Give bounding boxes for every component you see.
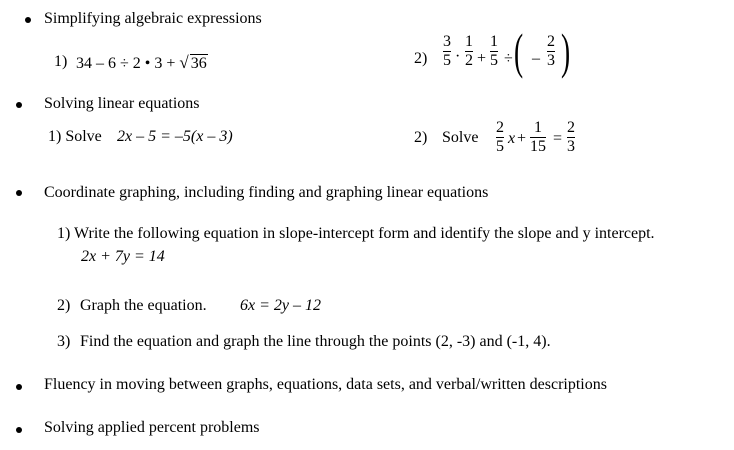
topic-percent-problems: Solving applied percent problems: [44, 419, 260, 436]
fraction-1-15: 1 15: [530, 119, 546, 155]
fraction-3-5: 3 5: [443, 33, 451, 69]
bullet-3: [16, 190, 22, 196]
fraction-1-5: 1 5: [490, 33, 498, 69]
expression-text: 34 – 6 ÷ 2 • 3 +: [76, 55, 180, 72]
graphing-problem-1-expression: 2x + 7y = 14: [81, 248, 165, 265]
linear-problem-1-label: 1) Solve: [48, 128, 102, 145]
graphing-problem-3-number: 3): [57, 333, 71, 350]
left-paren: (: [514, 23, 524, 79]
topic-fluency: Fluency in moving between graphs, equations, data sets, and verbal/written descriptions: [44, 376, 607, 393]
problem-1-expression: [76, 53, 208, 73]
graphing-problem-3-text: Find the equation and graph the line through the points (2, -3) and (-1, 4).: [80, 333, 551, 350]
fraction-1-2: 1 2: [465, 33, 473, 69]
problem-2-number: 2): [414, 50, 428, 67]
graphing-problem-2-expression: 6x = 2y – 12: [240, 297, 321, 314]
minus-sign: –: [532, 50, 540, 67]
divide-operator: ÷: [504, 50, 513, 67]
graphing-problem-2-number: 2): [57, 297, 71, 314]
radicand: 36: [190, 55, 207, 72]
fraction-2-3-rhs: 2 3: [567, 119, 575, 155]
plus-operator-2: +: [517, 130, 527, 147]
bullet-4: [16, 384, 22, 390]
topic-simplifying: Simplifying algebraic expressions: [44, 10, 262, 27]
graphing-problem-1: 1) Write the following equation in slope-intercept form and identify the slope and y intercept.: [57, 225, 655, 242]
problem-1-number: 1): [54, 53, 68, 70]
fraction-2-3: 2 3: [547, 33, 555, 69]
bullet-5: [16, 427, 22, 433]
fraction-2-5: 2 5: [496, 119, 504, 155]
linear-problem-2-number: 2): [414, 129, 428, 146]
dot-operator: ·: [455, 48, 461, 65]
right-paren: ): [561, 23, 571, 79]
bullet-2: [16, 102, 22, 108]
equals-sign: =: [553, 130, 563, 147]
topic-linear-equations: Solving linear equations: [44, 95, 200, 112]
plus-operator: +: [477, 50, 487, 67]
graphing-problem-2-text: Graph the equation.: [80, 297, 207, 314]
linear-problem-2-solve: Solve: [442, 129, 479, 146]
variable-x: x: [508, 130, 516, 147]
bullet-1: [25, 17, 31, 23]
topic-coordinate-graphing: Coordinate graphing, including finding and graphing linear equations: [44, 184, 489, 201]
linear-problem-1-expression: 2x – 5 = –5(x – 3): [117, 128, 233, 145]
sqrt-icon: √: [179, 53, 189, 72]
